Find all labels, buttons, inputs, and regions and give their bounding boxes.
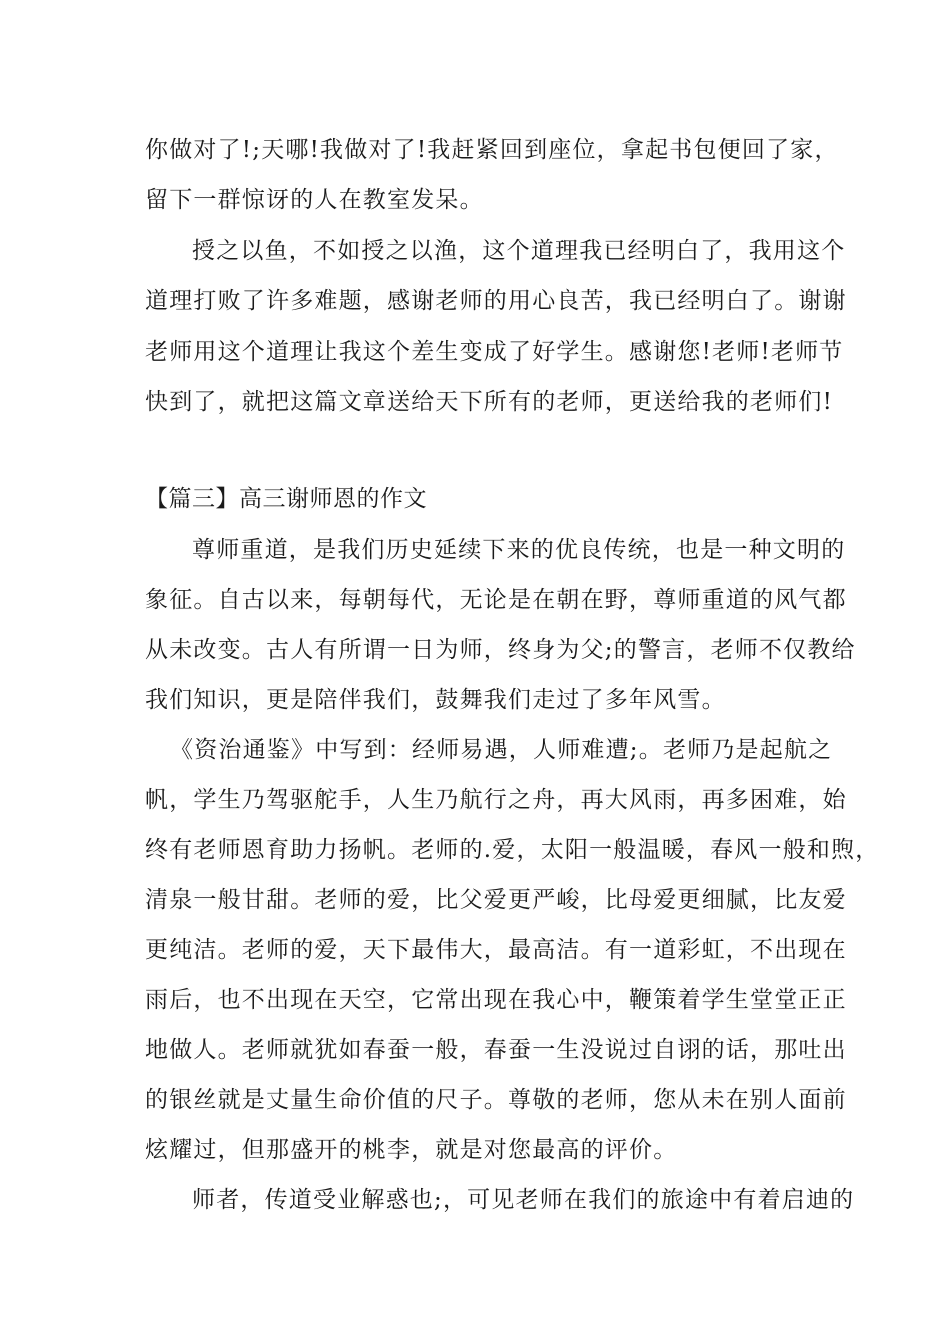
text-line: 从未改变。古人有所谓一日为师，终身为父;的警言，老师不仅教给 (145, 637, 856, 663)
paragraph-start: 授之以鱼，不如授之以渔，这个道理我已经明白了，我用这个 (192, 238, 846, 264)
text-line: 我们知识，更是陪伴我们，鼓舞我们走过了多年风雪。 (145, 687, 726, 713)
text-line: 留下一群惊讶的人在教室发呆。 (145, 187, 484, 213)
text-line: 更纯洁。老师的爱，天下最伟大，最高洁。有一道彩虹，不出现在 (145, 937, 847, 963)
text-line: 帆，学生乃驾驱舵手，人生乃航行之舟，再大风雨，再多困难，始 (145, 787, 847, 813)
text-line: 地做人。老师就犹如春蚕一般，春蚕一生没说过自诩的话，那吐出 (145, 1037, 847, 1063)
text-line: 终有老师恩育助力扬帆。老师的.爱，太阳一般温暖，春风一般和煦， (145, 837, 880, 863)
text-line: 象征。自古以来，每朝每代，无论是在朝在野，尊师重道的风气都 (145, 587, 847, 613)
text-line: 炫耀过，但那盛开的桃李，就是对您最高的评价。 (145, 1137, 678, 1163)
paragraph-start: 师者，传道受业解惑也;，可见老师在我们的旅途中有着启迪的 (192, 1187, 855, 1213)
text-line: 快到了，就把这篇文章送给天下所有的老师，更送给我的老师们! (145, 389, 834, 415)
section-heading: 【篇三】高三谢师恩的作文 (145, 486, 427, 512)
paragraph-start: 《资治通鉴》中写到：经师易遇，人师难遭;。老师乃是起航之 (170, 737, 833, 763)
text-line: 清泉一般甘甜。老师的爱，比父爱更严峻，比母爱更细腻，比友爱 (145, 887, 847, 913)
text-line: 雨后，也不出现在天空，它常出现在我心中，鞭策着学生堂堂正正 (145, 987, 847, 1013)
paragraph-start: 尊师重道，是我们历史延续下来的优良传统，也是一种文明的 (192, 537, 846, 563)
text-line: 道理打败了许多难题，感谢老师的用心良苦，我已经明白了。谢谢 (145, 288, 847, 314)
text-line: 老师用这个道理让我这个差生变成了好学生。感谢您!老师!老师节 (145, 339, 844, 365)
text-line: 你做对了!;天哪!我做对了!我赶紧回到座位，拿起书包便回了家， (145, 137, 839, 163)
text-line: 的银丝就是丈量生命价值的尺子。尊敬的老师，您从未在别人面前 (145, 1087, 847, 1113)
